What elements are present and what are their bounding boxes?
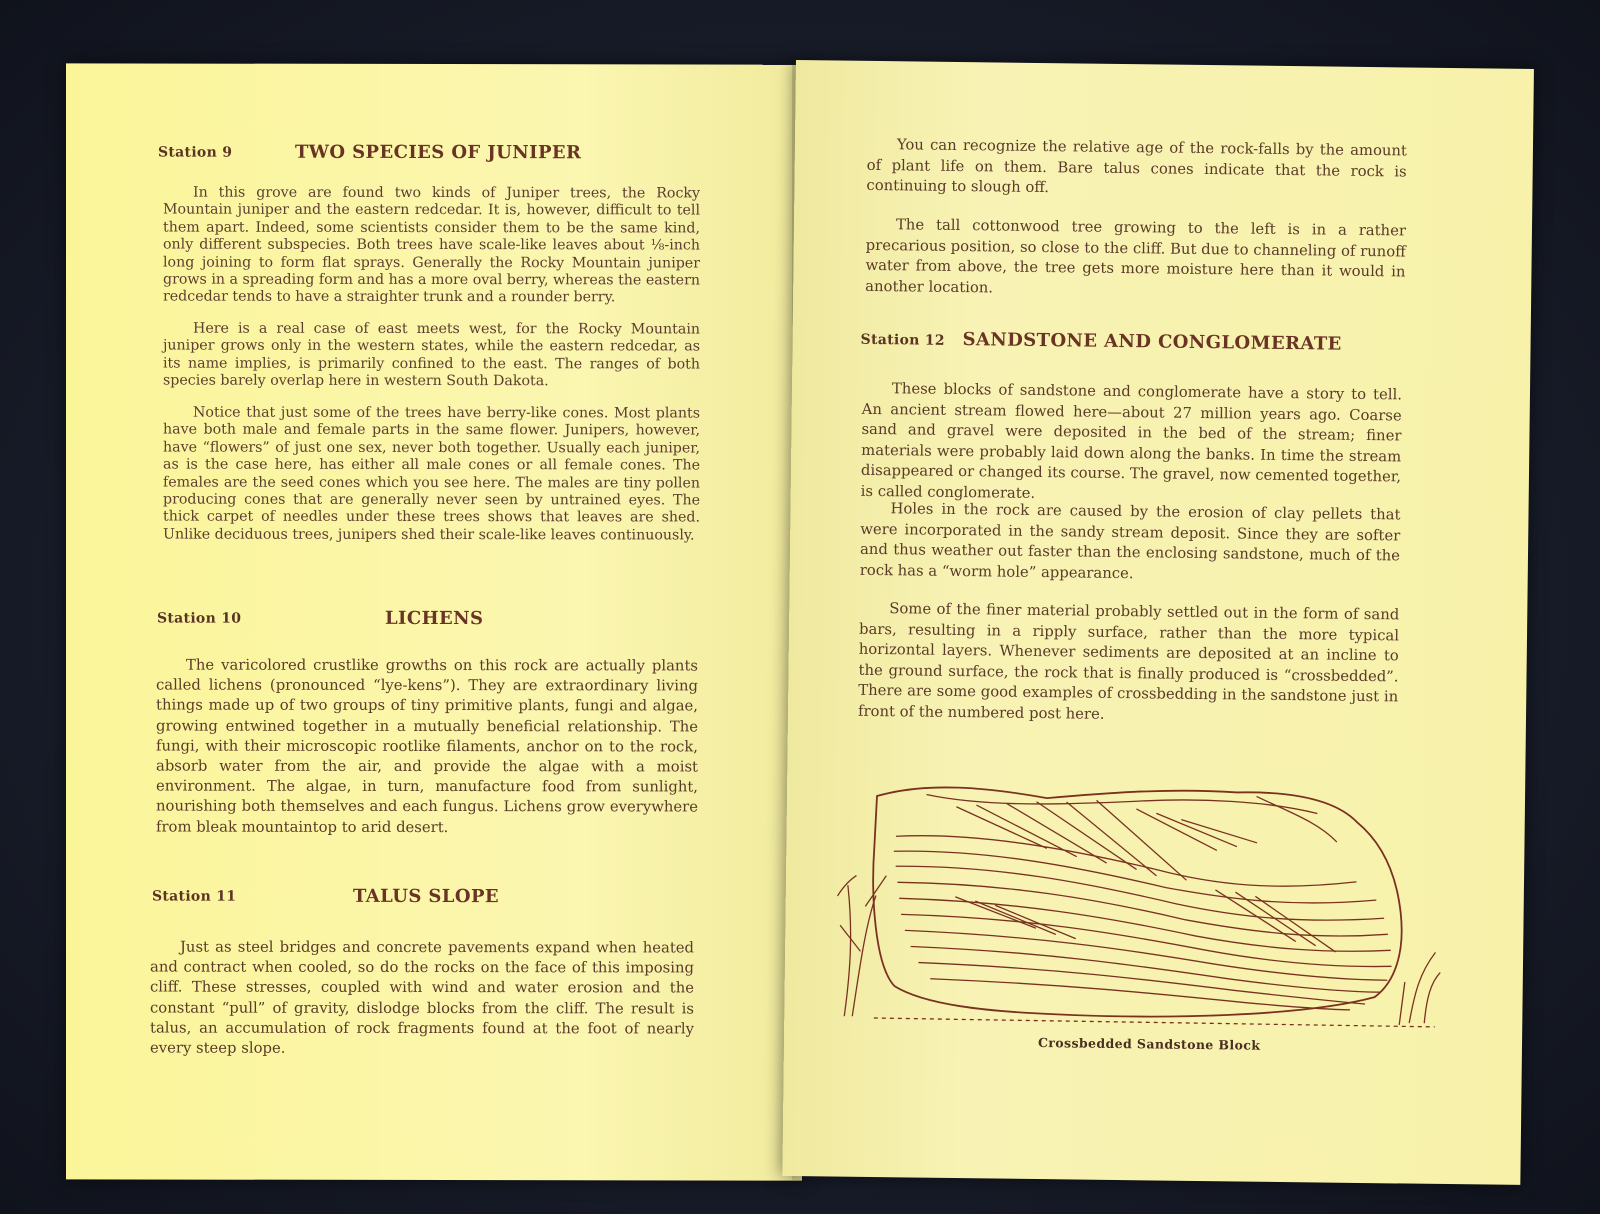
station-12-paragraph-1: These blocks of sandstone and conglomerate have a story to tell. An ancient stream flowed here—about 27 million years ago. Coarse sand and gravel were deposited in the bed of the stream; finer materials were probably laid down along the banks. In time the stream disappeared or changed its course. The gravel, now cemented together, is called conglomerate. [860, 380, 1403, 502]
station-12-paragraph-3: Some of the finer material probably settled out in the form of sand bars, resulting in a ripply surface, rather than the more typical horizontal layers. Whenever sediments are deposited at an incline to the ground surface, the rock that is finally produced is “crossbedded”. There are some good examples of crossbedding in the sandstone just in front of the numbered post here. [857, 600, 1400, 723]
station-12-title: SANDSTONE AND CONGLOMERATE [962, 329, 1342, 355]
station-10-label: Station 10 [157, 610, 242, 627]
station-10-title: LICHENS [385, 607, 484, 630]
station-9-label: Station 9 [158, 144, 233, 161]
talus-continued-paragraph-2: The tall cottonwood tree growing to the left is in a rather precarious position, so close to the cliff. But due to channeling of runoff water from above, the tree gets more moisture here than it would in another location. [865, 216, 1407, 297]
crossbedded-sandstone-sketch [834, 776, 1447, 1033]
figure-caption: Crossbedded Sandstone Block [1037, 1035, 1261, 1053]
station-11-title: TALUS SLOPE [353, 885, 500, 908]
station-12-paragraph-2: Holes in the rock are caused by the erosion of clay pellets that were incorporated in the sandy stream deposit. Since they are softer and thus weather out faster than the enclosing sandstone, much of the rock has a “worm hole” appearance. [859, 500, 1401, 582]
station-10-paragraph-1: The varicolored crustlike growths on this rock are actually plants called lichens (pronounced “lye-kens”). They are extraordinary living things made up of two groups of tiny primitive plants, fungi and algae, growing entwined together in a mutually beneficial relationship. The fungi, with their microscopic rootlike filaments, anchor on to the rock, absorb water from the air, and provide the algae with a moist environment. The algae, in turn, manufacture food from sunlight, nourishing both themselves and each fungus. Lichens grow everywhere from bleak mountaintop to arid desert. [156, 656, 698, 836]
station-9-paragraph-1: In this grove are found two kinds of Juniper trees, the Rocky Mountain juniper and the eastern redcedar. It is, however, difficult to tell them apart. Indeed, some scientists consider them to be the same kind, only different subspecies. Both trees have scale-like leaves about ⅛-inch long joining to form flat sprays. Generally the Rocky Mountain juniper grows in a spreading form and has a more oval berry, whereas the eastern redcedar tends to have a straighter trunk and a rounder berry. [163, 184, 700, 306]
station-9-paragraph-2: Here is a real case of east meets west, for the Rocky Mountain juniper grows only in the western states, while the eastern redcedar, as its name implies, is primarily confined to the east. The ranges of both species barely overlap here in western South Dakota. [163, 320, 700, 390]
station-12-label: Station 12 [860, 331, 945, 349]
station-11-label: Station 11 [152, 888, 237, 905]
left-page [66, 63, 802, 1180]
station-9-paragraph-3: Notice that just some of the trees have berry-like cones. Most plants have both male and female parts in the same flower. Junipers, however, have “flowers” of just one sex, never both together. Usually each juniper, as is the case here, has either all male cones or all female cones. The females are the seed cones which you see here. The males are tiny pollen producing cones that are generally never seen by untrained eyes. The thick carpet of needles under these trees shows that leaves are shed. Unlike deciduous trees, junipers shed their scale-like leaves continuously. [163, 404, 700, 544]
talus-continued-paragraph-1: You can recognize the relative age of the rock-falls by the amount of plant life on them. Bare talus cones indicate that the rock is continuing to slough off. [866, 136, 1408, 197]
station-9-title: TWO SPECIES OF JUNIPER [295, 141, 582, 164]
right-page [782, 60, 1534, 1185]
station-11-paragraph-1: Just as steel bridges and concrete pavements expand when heated and contract when cooled, so do the rocks on the face of this imposing cliff. These stresses, coupled with wind and water erosion and the constant “pull” of gravity, dislodge blocks from the cliff. The result is talus, an accumulation of rock fragments found at the foot of nearly every steep slope. [150, 938, 694, 1057]
